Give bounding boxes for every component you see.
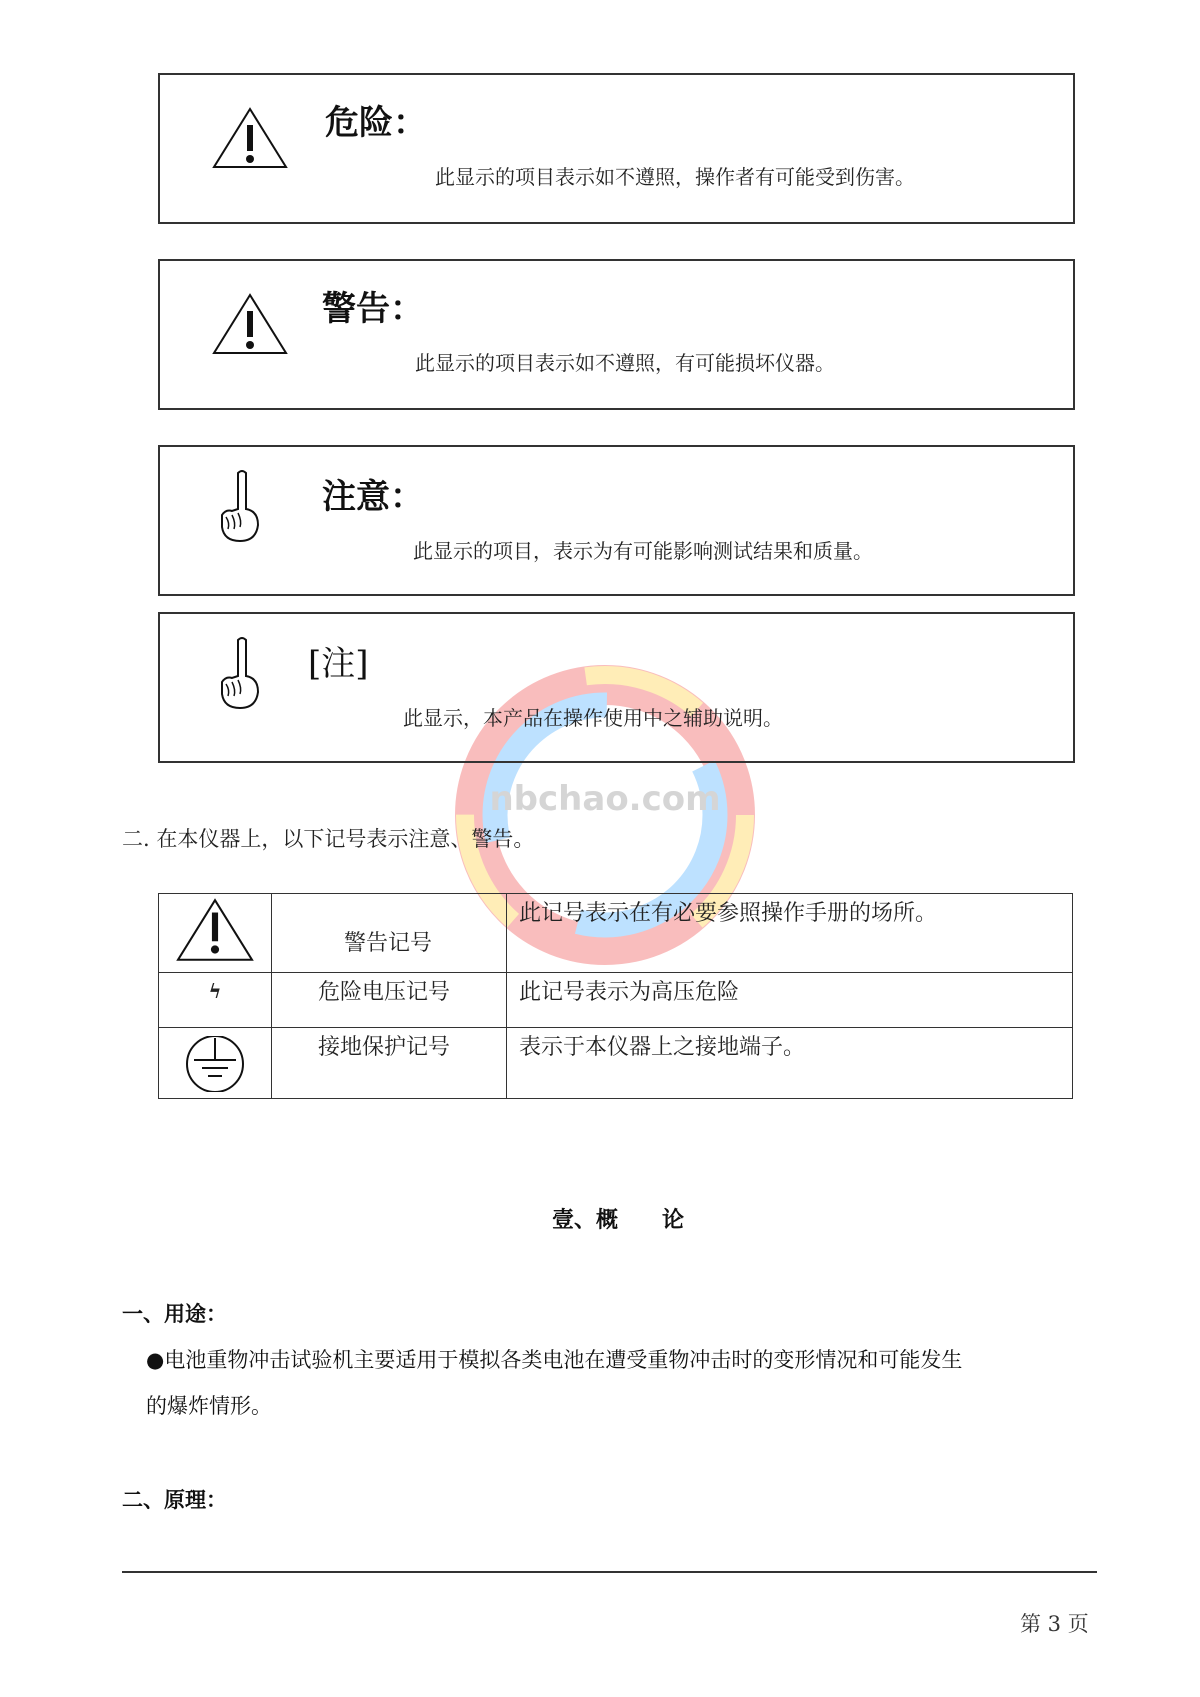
notice-danger	[158, 73, 1075, 224]
notice-note	[158, 612, 1075, 763]
warning-triangle-icon	[176, 897, 254, 965]
notice-desc: 此显示的项目表示如不遵照，有可能损坏仪器。	[415, 351, 835, 375]
notice-title: 危险：	[325, 103, 427, 143]
footer-divider	[122, 1571, 1097, 1573]
chapter-title: 壹、概 论	[551, 1208, 684, 1233]
warning-triangle-icon	[212, 107, 288, 171]
purpose-text-continued: 的爆炸情形。	[146, 1394, 272, 1418]
symbol-name: 危险电压记号	[272, 973, 507, 1028]
notice-desc: 此显示的项目表示如不遵照，操作者有可能受到伤害。	[435, 165, 915, 189]
pointing-hand-icon	[218, 636, 262, 712]
symbol-name: 接地保护记号	[272, 1028, 507, 1099]
table-row	[159, 973, 1073, 1028]
notice-caution	[158, 445, 1075, 596]
notice-warning	[158, 259, 1075, 410]
page-number: 第 3 页	[1020, 1612, 1089, 1636]
symbols-heading: 二. 在本仪器上，以下记号表示注意、警告。	[122, 827, 535, 851]
purpose-text: ●电池重物冲击试验机主要适用于模拟各类电池在遭受重物冲击时的变形情况和可能发生	[146, 1348, 963, 1372]
symbol-desc: 此记号表示为高压危险	[507, 973, 1073, 1028]
ground-terminal-icon	[182, 1036, 248, 1092]
notice-title: 注意：	[322, 477, 424, 517]
symbols-table	[158, 893, 1073, 1099]
warning-triangle-icon	[212, 293, 288, 357]
high-voltage-icon: ϟ	[208, 979, 222, 1003]
pointing-hand-icon	[218, 469, 262, 545]
symbol-desc: 此记号表示在有必要参照操作手册的场所。	[507, 894, 1073, 973]
symbol-name: 警告记号	[272, 894, 507, 973]
notice-title: 警告：	[322, 289, 424, 329]
section-heading-principle: 二、原理：	[122, 1488, 227, 1512]
table-row	[159, 1028, 1073, 1099]
svg-text:nbchao.com: nbchao.com	[489, 779, 721, 819]
symbol-desc: 表示于本仪器上之接地端子。	[507, 1028, 1073, 1099]
table-row	[159, 894, 1073, 973]
notice-title: [注]	[308, 644, 369, 684]
section-heading-purpose: 一、用途：	[122, 1302, 227, 1326]
notice-desc: 此显示，本产品在操作使用中之辅助说明。	[403, 706, 783, 730]
notice-desc: 此显示的项目，表示为有可能影响测试结果和质量。	[413, 539, 873, 563]
